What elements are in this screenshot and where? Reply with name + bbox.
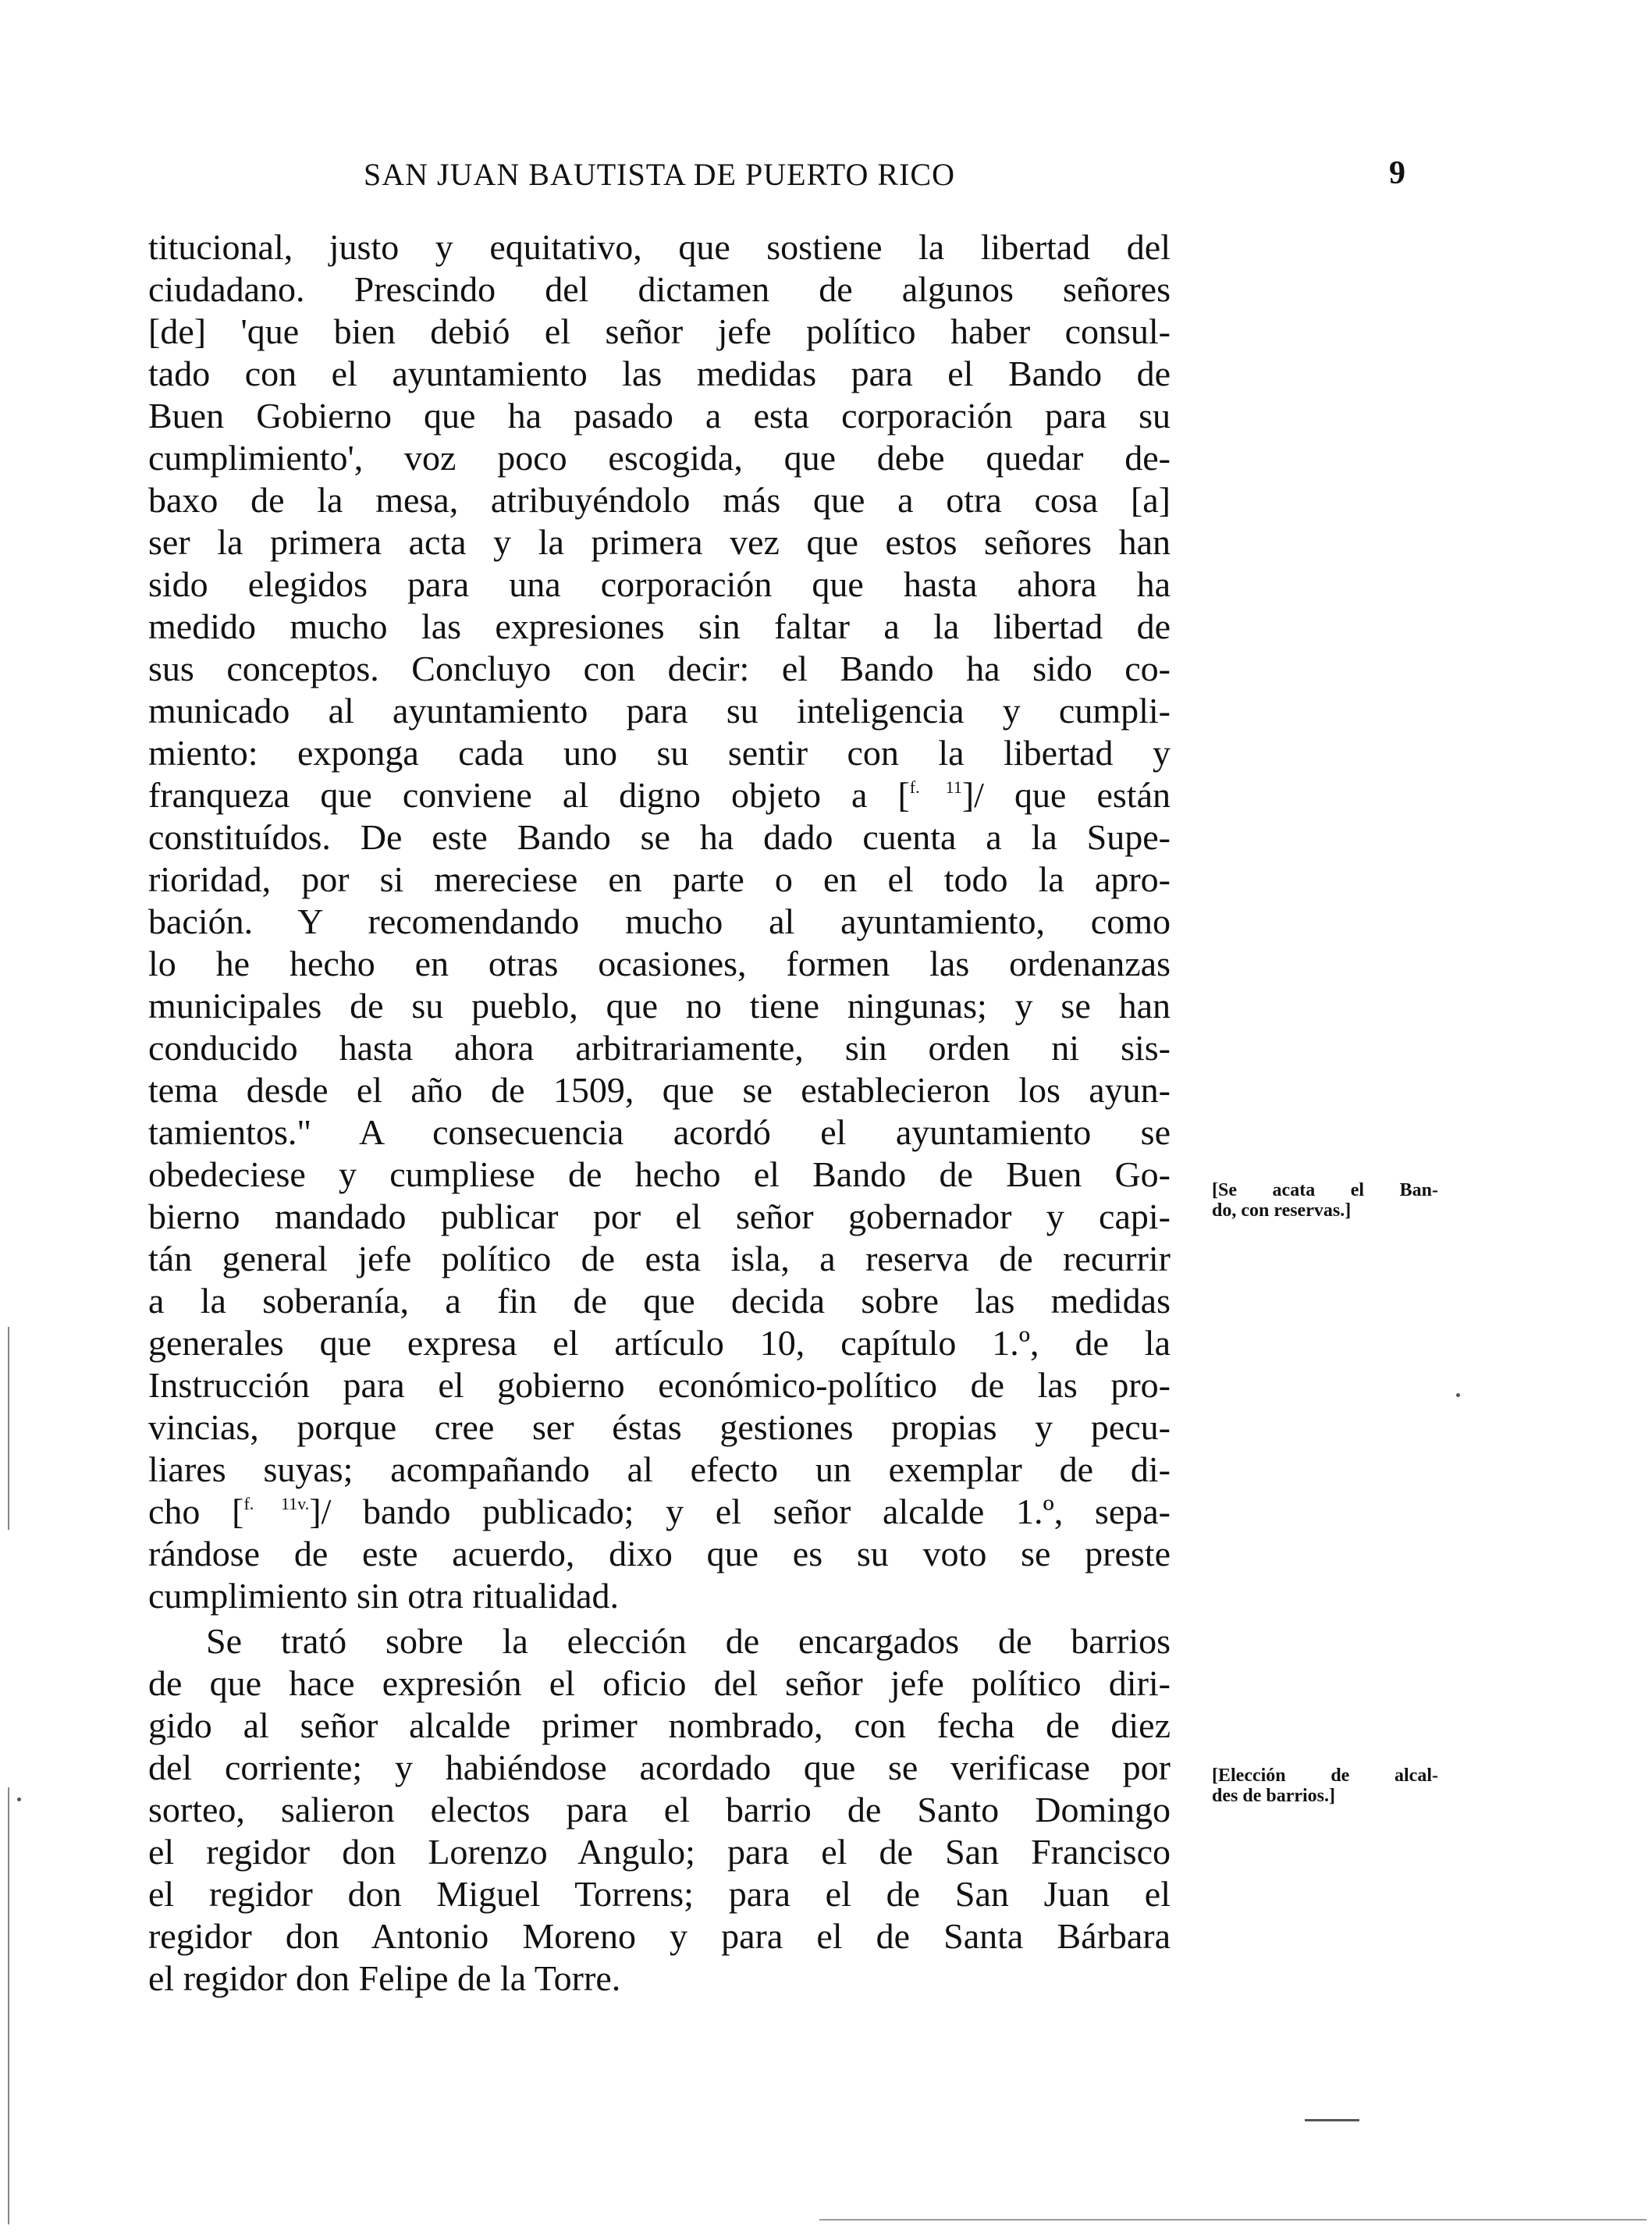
text-line: gido al señor alcalde primer nombrado, con fecha de diez <box>148 1705 1171 1745</box>
folio-marker: f. 11 <box>909 777 962 797</box>
text-line: el regidor don Felipe de la Torre. <box>148 1958 621 1998</box>
text-line: municipales de su pueblo, que no tiene ningunas; y se han <box>148 986 1171 1026</box>
text-line: vincias, porque cree ser éstas gestiones propias y pecu- <box>148 1407 1171 1447</box>
text-line: ser la primera acta y la primera vez que estos señores han <box>148 522 1171 562</box>
folio-marker: f. 11v. <box>243 1494 310 1513</box>
text-line: del corriente; y habiéndose acordado que se verificase por <box>148 1748 1171 1787</box>
text-line: Buen Gobierno que ha pasado a esta corporación para su <box>148 396 1171 436</box>
text-line: rioridad, por si mereciese en parte o en el todo la apro- <box>148 859 1171 899</box>
text-line: tamientos." A consecuencia acordó el ayuntamiento se <box>148 1112 1171 1152</box>
page-number: 9 <box>1389 155 1405 191</box>
text-line: obedeciese y cumpliese de hecho el Bando de Buen Go- <box>148 1154 1171 1194</box>
text-line <box>148 774 1171 816</box>
text-line: bación. Y recomendando mucho al ayuntamiento, como <box>148 901 1171 941</box>
text-line: tán general jefe político de esta isla, a reserva de recurrir <box>148 1239 1171 1278</box>
margin-note-bando <box>1212 1180 1438 1221</box>
text-line: cumplimiento', voz poco escogida, que debe quedar de- <box>148 438 1171 478</box>
text-line: el regidor don Miguel Torrens; para el de San Juan el <box>148 1874 1171 1914</box>
text-line: Se trató sobre la elección de encargados de barrios <box>206 1621 1171 1661</box>
margin-note-line: des de barrios.] <box>1212 1786 1335 1806</box>
margin-note-eleccion <box>1212 1765 1438 1806</box>
text-segment: ]/ que están <box>961 775 1171 815</box>
text-line: medido mucho las expresiones sin faltar a la libertad de <box>148 606 1171 646</box>
text-line: liares suyas; acompañando al efecto un exemplar de di- <box>148 1449 1171 1489</box>
text-segment: cho [ <box>148 1492 244 1531</box>
text-line: conducido hasta ahora arbitrariamente, sin orden ni sis- <box>148 1028 1171 1068</box>
text-line: sido elegidos para una corporación que hasta ahora ha <box>148 564 1171 604</box>
text-line: el regidor don Lorenzo Angulo; para el de San Francisco <box>148 1832 1171 1872</box>
text-line: de que hace expresión el oficio del señor jefe político diri- <box>148 1663 1171 1703</box>
text-line: generales que expresa el artículo 10, capítulo 1.º, de la <box>148 1323 1171 1363</box>
text-line: tema desde el año de 1509, que se establecieron los ayun- <box>148 1070 1171 1110</box>
text-line: tado con el ayuntamiento las medidas para el Bando de <box>148 354 1171 393</box>
text-line: municado al ayuntamiento para su inteligencia y cumpli- <box>148 691 1171 731</box>
scan-bottom-rule <box>819 2219 1647 2221</box>
text-segment: ]/ bando publicado; y el señor alcalde 1.º, sepa- <box>309 1492 1171 1531</box>
scan-speck <box>1305 2119 1359 2121</box>
text-segment: franqueza que conviene al digno objeto a [ <box>148 775 910 815</box>
text-line: constituídos. De este Bando se ha dado cuenta a la Supe- <box>148 817 1171 857</box>
margin-note-line: [Elección de alcal- <box>1212 1765 1438 1786</box>
margin-note-line: do, con reservas.] <box>1212 1200 1352 1221</box>
text-line: miento: exponga cada uno su sentir con la libertad y <box>148 733 1171 773</box>
text-line: sus conceptos. Concluyo con decir: el Bando ha sido co- <box>148 649 1171 688</box>
text-line: bierno mandado publicar por el señor gobernador y capi- <box>148 1197 1171 1236</box>
text-line <box>148 1491 1171 1533</box>
running-title: SAN JUAN BAUTISTA DE PUERTO RICO <box>364 157 955 192</box>
text-line: baxo de la mesa, atribuyéndolo más que a otra cosa [a] <box>148 480 1171 520</box>
text-line: sorteo, salieron electos para el barrio de Santo Domingo <box>148 1790 1171 1829</box>
text-line: ciudadano. Prescindo del dictamen de algunos señores <box>148 269 1171 309</box>
scan-edge-mark <box>8 1787 9 2224</box>
text-line: regidor don Antonio Moreno y para el de Santa Bárbara <box>148 1916 1171 1956</box>
margin-note-line: [Se acata el Ban- <box>1212 1180 1438 1200</box>
scan-edge-mark <box>8 1327 9 1530</box>
scan-speck <box>17 1797 21 1801</box>
text-line: lo he hecho en otras ocasiones, formen las ordenanzas <box>148 944 1171 983</box>
text-line: cumplimiento sin otra ritualidad. <box>148 1576 619 1616</box>
text-line: [de] 'que bien debió el señor jefe político haber consul- <box>148 311 1171 351</box>
text-line: rándose de este acuerdo, dixo que es su voto se preste <box>148 1534 1171 1573</box>
text-line: Instrucción para el gobierno económico-político de las pro- <box>148 1365 1171 1405</box>
scan-speck <box>1456 1393 1460 1397</box>
text-line: titucional, justo y equitativo, que sostiene la libertad del <box>148 227 1171 267</box>
text-line: a la soberanía, a fin de que decida sobre las medidas <box>148 1281 1171 1321</box>
